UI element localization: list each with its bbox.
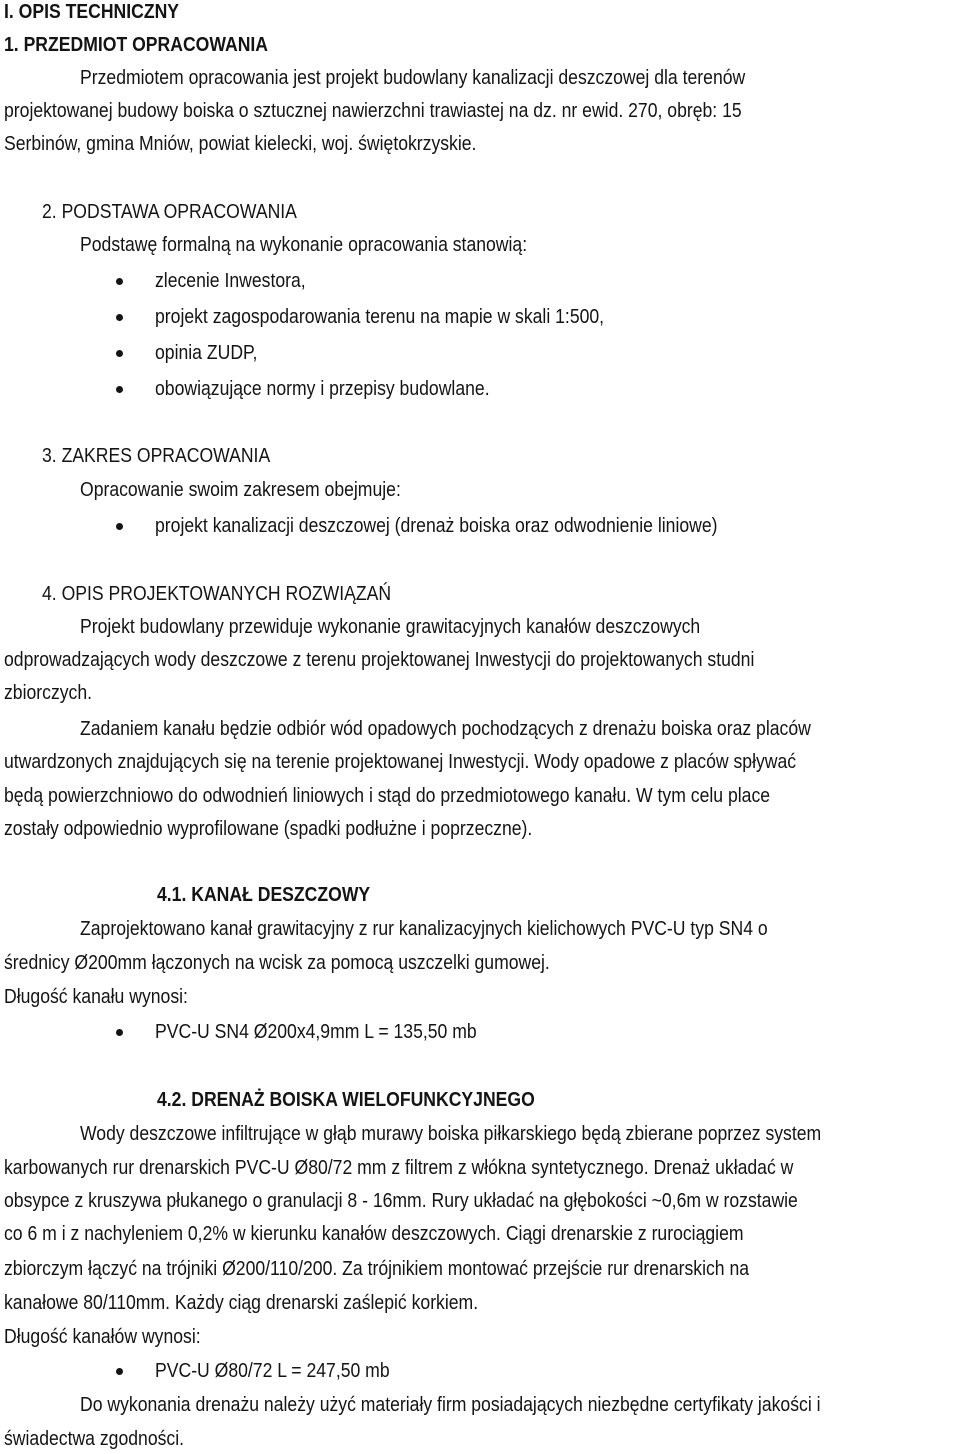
heading-kanal-deszczowy: 4.1. KANAŁ DESZCZOWY: [157, 884, 371, 906]
paragraph-line: obsypce z kruszywa płukanego o granulacji 8 - 16mm. Rury układać na głębokości ~0,6m w rozstawie: [4, 1190, 798, 1212]
paragraph-line: średnicy Ø200mm łączonych na wcisk za pomocą uszczelki gumowej.: [4, 952, 550, 974]
paragraph-line: Serbinów, gmina Mniów, powiat kielecki, woj. świętokrzyskie.: [4, 133, 477, 155]
list-item: projekt zagospodarowania terenu na mapie w skali 1:500,: [155, 306, 605, 328]
paragraph-line: zbiorczym łączyć na trójniki Ø200/110/200. Za trójnikiem montować przejście rur drenarskich na: [4, 1258, 750, 1280]
paragraph-line: świadectwa zgodności.: [4, 1428, 185, 1450]
paragraph-line: odprowadzających wody deszczowe z terenu projektowanej Inwestycji do projektowanych studni: [4, 649, 755, 671]
heading-zakres: 3. ZAKRES OPRACOWANIA: [42, 445, 271, 467]
paragraph-line: Przedmiotem opracowania jest projekt budowlany kanalizacji deszczowej dla terenów: [80, 67, 746, 89]
bullet-icon: [116, 314, 123, 321]
paragraph-line: zostały odpowiednio wyprofilowane (spadki podłużne i poprzeczne).: [4, 818, 533, 840]
list-item: projekt kanalizacji deszczowej (drenaż boiska oraz odwodnienie liniowe): [155, 515, 718, 537]
list-item: zlecenie Inwestora,: [155, 270, 306, 292]
paragraph-line: Podstawę formalną na wykonanie opracowania stanowią:: [80, 234, 528, 256]
bullet-icon: [116, 386, 123, 393]
heading-drenaz-boiska: 4.2. DRENAŻ BOISKA WIELOFUNKCYJNEGO: [157, 1089, 535, 1111]
heading-przedmiot: 1. PRZEDMIOT OPRACOWANIA: [4, 34, 269, 56]
list-item: PVC-U SN4 Ø200x4,9mm L = 135,50 mb: [155, 1021, 477, 1043]
bullet-icon: [116, 1029, 123, 1036]
paragraph-line: Projekt budowlany przewiduje wykonanie grawitacyjnych kanałów deszczowych: [80, 616, 701, 638]
bullet-icon: [116, 278, 123, 285]
section-title: I. OPIS TECHNICZNY: [4, 1, 180, 23]
paragraph-line: Opracowanie swoim zakresem obejmuje:: [80, 479, 401, 501]
bullet-icon: [116, 523, 123, 530]
paragraph-line: projektowanej budowy boiska o sztucznej nawierzchni trawiastej na dz. nr ewid. 270, obręb: 15: [4, 100, 742, 122]
paragraph-line: Wody deszczowe infiltrujące w głąb murawy boiska piłkarskiego będą zbierane poprzez system: [80, 1123, 822, 1145]
paragraph-line: Do wykonania drenażu należy użyć materiały firm posiadających niezbędne certyfikaty jakości i: [80, 1394, 821, 1416]
paragraph-line: Zadaniem kanału będzie odbiór wód opadowych pochodzących z drenażu boiska oraz placów: [80, 718, 811, 740]
paragraph-line: Długość kanałów wynosi:: [4, 1326, 201, 1348]
paragraph-line: Zaprojektowano kanał grawitacyjny z rur kanalizacyjnych kielichowych PVC-U typ SN4 o: [80, 918, 768, 940]
list-item: opinia ZUDP,: [155, 342, 258, 364]
paragraph-line: utwardzonych znajdujących się na terenie projektowanej Inwestycji. Wody opadowe z placów spływać: [4, 751, 797, 773]
paragraph-line: Długość kanału wynosi:: [4, 986, 188, 1008]
list-item: obowiązujące normy i przepisy budowlane.: [155, 378, 490, 400]
list-item: PVC-U Ø80/72 L = 247,50 mb: [155, 1360, 390, 1382]
paragraph-line: zbiorczych.: [4, 682, 93, 704]
heading-podstawa: 2. PODSTAWA OPRACOWANIA: [42, 201, 297, 223]
paragraph-line: kanałowe 80/110mm. Każdy ciąg drenarski zaślepić korkiem.: [4, 1292, 479, 1314]
paragraph-line: co 6 m i z nachyleniem 0,2% w kierunku kanałów deszczowych. Ciągi drenarskie z rurociągiem: [4, 1223, 744, 1245]
paragraph-line: będą powierzchniowo do odwodnień liniowych i stąd do przedmiotowego kanału. W tym celu place: [4, 785, 771, 807]
paragraph-line: karbowanych rur drenarskich PVC-U Ø80/72 mm z filtrem z włókna syntetycznego. Drenaż układać w: [4, 1157, 794, 1179]
bullet-icon: [116, 350, 123, 357]
bullet-icon: [116, 1368, 123, 1375]
heading-opis-rozwiazan: 4. OPIS PROJEKTOWANYCH ROZWIĄZAŃ: [42, 583, 392, 605]
